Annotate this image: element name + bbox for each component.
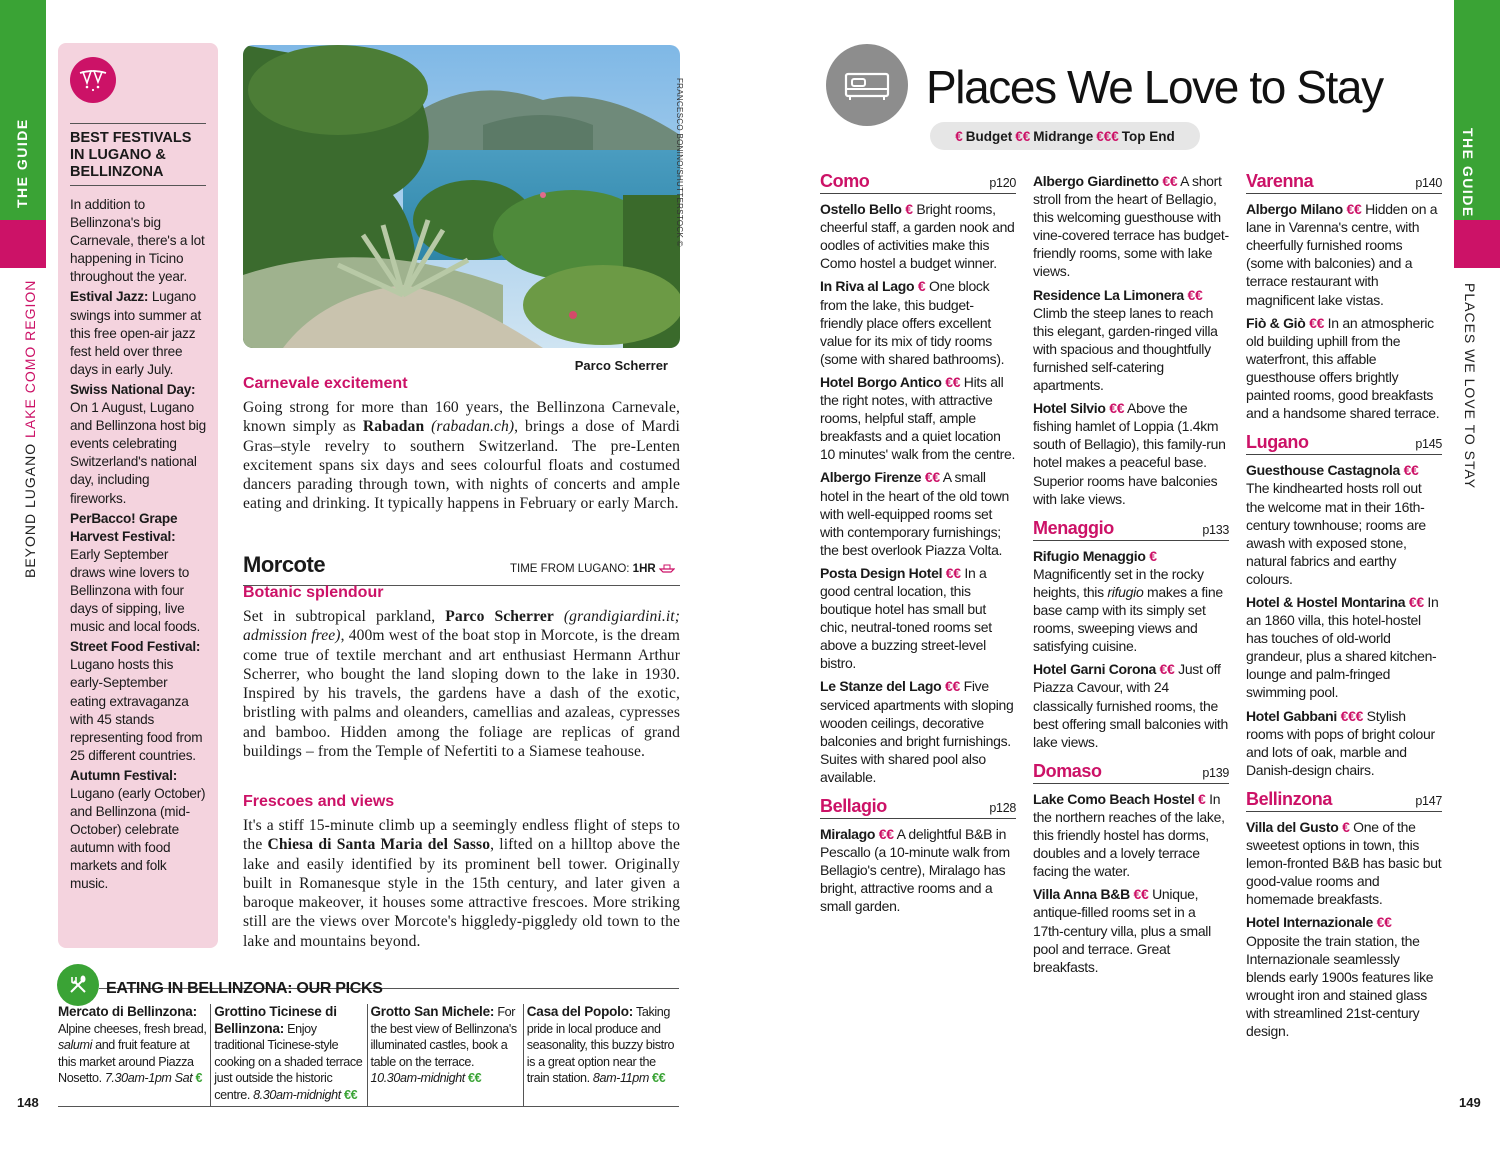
hotel-entry: Villa Anna B&B €€ Unique, antique-filled rooms set in a 17th-century villa, plus a small pool and terrace. Great breakfasts. [1033,886,1211,975]
section-name: Lugano [1246,432,1309,453]
hotel-entry: Albergo Milano €€ Hidden on a lane in Varenna's centre, with cheerfully furnished rooms (some with balconies) and a terrace restaurant with magnificent lake vistas. [1246,201,1438,308]
section-name: Bellagio [820,796,887,816]
carnevale-heading: Carnevale excitement [243,375,408,392]
price-level: €€ [878,826,894,843]
hotel-name: Fiò & Giò [1246,314,1306,331]
hotel-entry: Hotel & Hostel Montarina €€ In an 1860 villa, this hotel-hostel has touches of old-world grandeur, plus a shared kitchen-lounge and palm-fringed swimming pool. [1246,593,1439,701]
hotel-name: Villa Anna B&B [1033,886,1130,903]
page-number-left: 148 [17,1095,39,1110]
morcote-title: Morcote [243,552,326,577]
price-level: €€ [1408,593,1424,610]
price-level: €€€ [1340,707,1364,724]
price-level: €€ [1376,914,1392,931]
hotel-entry: Hotel Internazionale €€ Opposite the train station, the Internazionale seamlessly blends early 1900s features like wrought iron and stained glass with streamlined 21st-century design. [1246,914,1434,1040]
price-level: €€ [1159,661,1175,678]
section-page-ref: p133 [1202,522,1229,537]
botanic-heading: Botanic splendour [243,584,384,601]
hotel-entry: Posta Design Hotel €€ In a good central location, this boutique hotel has small but chic, neutral-toned rooms set above a buzzing street-level bistro. [820,564,992,672]
section-header [1246,433,1442,455]
hotel-entry: Albergo Firenze €€ A small hotel in the heart of the old town with well-equipped rooms set with contemporary furnishings; the best overlook Piazza Volta. [820,469,1010,558]
section-name: Menaggio [1033,517,1114,538]
eating-pick: Mercato di Bellinzona: Alpine cheeses, fresh bread, salumi and fruit feature at this market around Piazza Nosetto. 7.30am-1pm Sat € [58,1004,210,1107]
hotel-name: Lake Como Beach Hostel [1033,790,1195,807]
festival-item: Street Food Festival: Lugano hosts this early-September eating extravaganza with 45 stands representing food from 25 different countries. [70,639,203,763]
hotel-name: Le Stanze del Lago [820,678,942,695]
section-page-ref: p120 [989,176,1016,190]
hotel-name: Villa del Gusto [1246,819,1339,835]
price-level: €€ [924,469,940,486]
botanic-body: Set in subtropical parkland, Parco Scherrer (grandigiardini.it; admission free), 400m west of the boat stop in Morcote, is the dream come true of textile merchant and art enthusiast Hermann Arthur Scherrer, who bought the land sloping down to the lake in 1930. Inspired by his travels, the gardens have a dash of the exotic, bristling with palms and oleanders, camellias and azaleas, cypresses and bamboo. Hidden among the foliage are replicas of grand buildings – from the Temple of Nefertiti to a Siamese teahouse. [243,608,680,761]
edge-guide-label: THE GUIDE [14,118,30,208]
hotel-entry: Lake Como Beach Hostel € In the northern reaches of the lake, this friendly hostel has dorms, doubles and a lovely terrace facing the water. [1033,790,1225,880]
hotel-name: Hotel Internazionale [1246,914,1374,931]
price-level: €€ [1187,286,1203,303]
hotel-name: Hotel Garni Corona [1033,661,1156,678]
festival-item: PerBacco! Grape Harvest Festival: Early September draws wine lovers to Bellinzona with four days of sipping, live music and local foods. [70,510,201,635]
hotel-name: Albergo Giardinetto [1033,173,1159,189]
page-title: Places We Love to Stay [926,61,1383,113]
price-level: € [1198,790,1206,807]
page-number-right: 149 [1459,1095,1481,1110]
edge-section-label: PLACES WE LOVE TO STAY [1462,283,1478,490]
eating-pick: Grotto San Michele: For the best view of Bellinzona's illuminated castles, book a table on the terrace. 10.30am-midnight €€ [367,1004,523,1107]
section-page-ref: p139 [1202,765,1229,780]
boat-icon [659,563,675,573]
festivals-list [70,196,206,894]
bed-icon [826,44,908,126]
hotel-name: Posta Design Hotel [820,564,943,581]
festival-item: Autumn Festival: Lugano (early October) and Bellinzona (mid-October) celebrate autumn with food markets and folk music. [70,767,206,892]
stay-column-1 [820,172,1016,927]
edge-region-label: BEYOND LUGANO LAKE COMO REGION [22,279,38,578]
stay-column-2 [1033,172,1229,987]
hotel-entry: Albergo Giardinetto €€ A short stroll from the heart of Bellagio, this welcoming guesthouse with vine-covered terrace has budget-friendly rooms, some with lake views. [1033,173,1229,280]
price-level: €€ [1346,201,1362,218]
frescoes-heading: Frescoes and views [243,793,395,810]
section-page-ref: p128 [989,801,1016,815]
eating-pick: Grottino Ticinese di Bellinzona: Enjoy traditional Ticinese-style cooking on a shaded terrace just outside the historic centre. 8.30am-midnight €€ [210,1004,366,1107]
price-level: €€ [1109,400,1125,417]
price-level: €€ [1309,314,1325,331]
hotel-entry: Villa del Gusto € One of the sweetest options in town, this lemon-fronted B&B has basic but good-value rooms and homemade breakfasts. [1246,819,1442,908]
price-level: €€ [1133,886,1149,903]
hotel-entry: Hotel Silvio €€ Above the fishing hamlet of Loppia (1.4km south of Bellagio), this family-run hotel makes a peaceful base. Superior rooms have balconies with lake views. [1033,400,1226,507]
hotel-entry: Fiò & Giò €€ In an atmospheric old building uphill from the waterfront, this affable guesthouse offers brightly painted rooms, good breakfasts and a handsome shared terrace. [1246,314,1440,422]
eating-pick: Casa del Popolo: Taking pride in local produce and seasonality, this buzzy bistro is a great option near the train station. 8am-11pm €€ [523,1004,679,1107]
section-header [820,797,1016,819]
section-name: Domaso [1033,760,1102,781]
section-name: Varenna [1246,171,1314,191]
edge-tab-marker-right [1454,220,1500,268]
edge-guide-label-right: THE GUIDE [1460,128,1476,218]
hotel-name: Residence La Limonera [1033,286,1184,303]
stay-column-3 [1246,172,1442,1051]
price-level: €€ [1162,173,1178,189]
festival-item: Estival Jazz: Lugano swings into summer at this free open-air jazz fest held over three days in early July. [70,289,202,377]
hotel-name: Guesthouse Castagnola [1246,462,1400,479]
section-page-ref: p145 [1415,437,1442,452]
edge-tab-marker [0,220,46,268]
festival-item: Swiss National Day: On 1 August, Lugano and Bellinzona host big events celebrating Switzerland's national day, including fireworks. [70,381,206,506]
time-from-lugano: TIME FROM LUGANO: 1HR [510,563,675,575]
price-level: €€ [945,564,961,581]
eating-title: EATING IN BELLINZONA: OUR PICKS [106,980,383,997]
hotel-entry: Hotel Borgo Antico €€ Hits all the right notes, with attractive rooms, helpful staff, ample breakfasts and a quiet location 10 minutes' walk from the centre. [820,373,1016,463]
carnevale-body: Going strong for more than 160 years, the Bellinzona Carnevale, known simply as Rabadan (rabadan.ch), brings a dose of Mardi Gras–style revelry to southern Switzerland. The pre-Lenten excitement spans six days and sees colourful floats and costumed dancers parading through town, with nights of concerts and ample eating and drinking. It typically happens in February or early March. [243,399,680,513]
photo-credit: FRANCESCO BONINO/SHUTTERSTOCK © [675,78,684,247]
section-name: Como [820,171,870,191]
festival-bunting-icon [70,57,116,103]
hotel-name: Albergo Milano [1246,201,1343,218]
eating-picks [58,1004,679,1107]
hotel-entry: Hotel Garni Corona €€ Just off Piazza Cavour, with 24 classically furnished rooms, the best offering small balconies with lake views. [1033,661,1228,750]
frescoes-body: It's a stiff 15-minute climb up a seemingly endless flight of steps to the Chiesa di Santa Maria del Sasso, lifted on a hilltop above the lake and easily identified by its prominent bell tower. Originally built in Romanesque style in the 15th century, and later given a baroque makeover, it houses some attractive frescoes. More striking still are the views over Morcote's higgledy-piggledy old town to the lake and mountains beyond. [243,817,680,950]
hotel-name: Hotel & Hostel Montarina [1246,593,1406,610]
hotel-entry: Residence La Limonera €€ Climb the steep lanes to reach this elegant, garden-ringed villa with spacious and thoughtfully furnished self-catering apartments. [1033,286,1218,394]
hotel-entry: Le Stanze del Lago €€ Five serviced apartments with sloping wooden ceilings, decorative balconies and bright furnishings. Suites with shared pool also available. [820,678,1014,785]
section-header [1246,172,1442,194]
price-level: € [1149,547,1157,564]
hotel-name: In Riva al Lago [820,278,915,295]
price-level: €€ [945,678,960,695]
section-header [820,172,1016,194]
hotel-entry: Rifugio Menaggio € Magnificently set in the rocky heights, this rifugio makes a fine base camp with its simply set rooms, sweeping views and satisfying cuisine. [1033,547,1223,655]
festivals-intro: In addition to Bellinzona's big Carnevale, there's a lot happening in Ticino throughout the year. [70,197,205,285]
photo-caption: Parco Scherrer [574,358,668,373]
hotel-entry: Ostello Bello € Bright rooms, cheerful staff, a garden nook and oodles of activities make this Como hostel a budget winner. [820,201,1015,272]
hotel-name: Ostello Bello [820,201,902,218]
price-level: € [917,278,926,295]
hotel-name: Miralago [820,826,876,843]
section-header [1246,790,1442,812]
hotel-name: Albergo Firenze [820,469,922,486]
section-page-ref: p140 [1415,176,1442,190]
price-level: € [905,201,913,218]
festivals-sidebar [58,43,218,948]
hotel-entry: Guesthouse Castagnola €€ The kindhearted hosts roll out the welcome mat in their 16th-century townhouse; rooms are awash with exposed stone, natural fabrics and earthy colours. [1246,462,1426,587]
price-level: € [1342,819,1350,835]
hotel-entry: In Riva al Lago € One block from the lake, this budget-friendly place offers excellent value for its mix of tidy rooms (some with shared bathrooms). [820,278,1005,367]
section-header [1033,762,1229,784]
festivals-title: BEST FESTIVALS IN LUGANO & BELLINZONA [70,130,192,180]
fork-knife-icon [57,964,99,1006]
price-legend: € Budget €€ Midrange €€€ Top End [930,122,1200,150]
section-page-ref: p147 [1415,793,1442,808]
hotel-name: Hotel Silvio [1033,400,1106,417]
section-header [1033,519,1229,541]
price-level: €€ [1403,462,1419,479]
hotel-name: Rifugio Menaggio [1033,547,1146,564]
hotel-entry: Miralago €€ A delightful B&B in Pescallo (a 10-minute walk from Bellagio's centre), Miralago has bright, attractive rooms and a small garden. [820,826,1010,915]
hotel-entry: Hotel Gabbani €€€ Stylish rooms with pops of bright colour and lots of oak, marble and Danish-design chairs. [1246,707,1435,778]
section-name: Bellinzona [1246,788,1333,809]
price-level: €€ [945,373,961,390]
parco-scherrer-photo [243,45,680,348]
hotel-name: Hotel Gabbani [1246,707,1337,724]
hotel-name: Hotel Borgo Antico [820,373,942,390]
